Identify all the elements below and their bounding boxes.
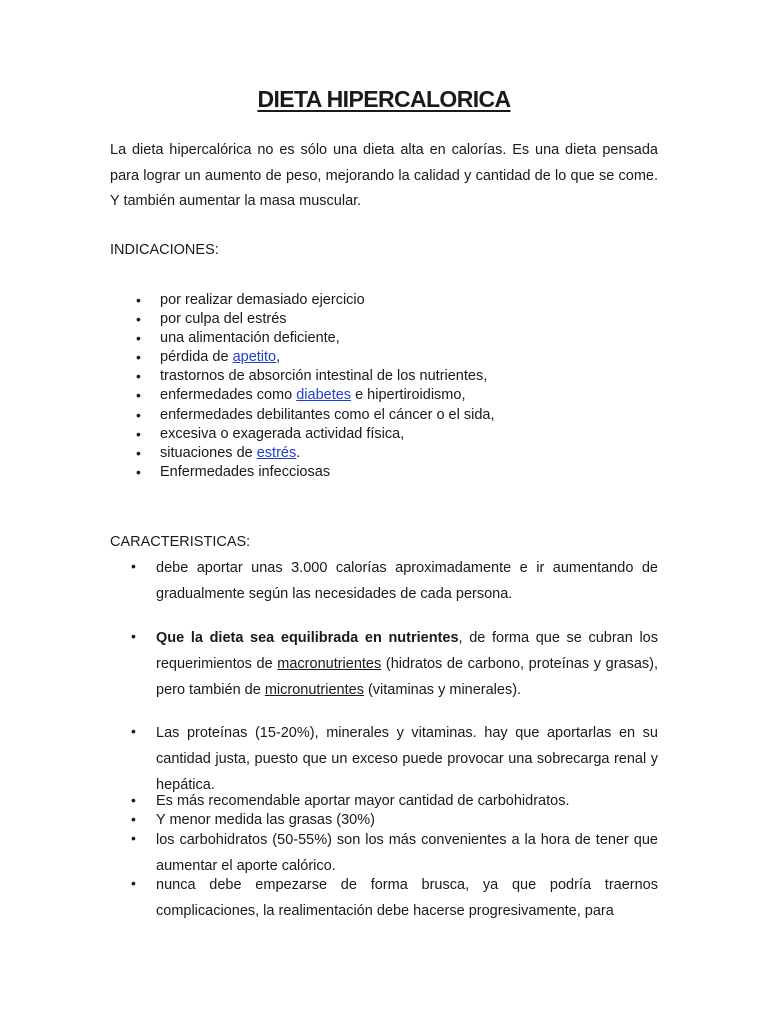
- list-item: • Enfermedades infecciosas: [110, 463, 658, 482]
- list-item: • excesiva o exagerada actividad física,: [110, 425, 658, 444]
- indicaciones-list: [110, 291, 658, 482]
- bullet-icon: •: [131, 830, 136, 846]
- bullet-icon: •: [131, 723, 136, 739]
- list-item: • enfermedades debilitantes como el cáncer o el sida,: [110, 406, 658, 425]
- bullet-icon: •: [131, 558, 136, 574]
- link-diabetes[interactable]: diabetes: [296, 387, 352, 404]
- intro-paragraph: La dieta hipercalórica no es sólo una dieta alta en calorías. Es una dieta pensada para lograr un aumento de peso, mejorando la calidad y cantidad de lo que se come. Y también aumentar la masa muscular.: [110, 142, 658, 209]
- bullet-icon: •: [131, 792, 136, 808]
- list-item: • una alimentación deficiente,: [110, 329, 658, 348]
- caracteristicas-item-2: Que la dieta sea equilibrada en nutrientes, de forma que se cubran los requerimientos de macronutrientes (hidratos de carbono, proteínas y grasas), pero también de micronutrientes (vitaminas y minerales).: [156, 630, 659, 698]
- list-item: • enfermedades como diabetes e hipertiroidismo,: [110, 386, 658, 405]
- list-item: • por culpa del estrés: [110, 310, 658, 329]
- micronutrientes-term: micronutrientes: [264, 682, 364, 698]
- caracteristicas-heading: CARACTERISTICAS:: [110, 534, 251, 550]
- caracteristicas-item-7: nunca debe empezarse de forma brusca, ya que podría traernos complicaciones, la realimentación debe hacerse progresivamente, para: [156, 877, 658, 919]
- bullet-icon: •: [131, 628, 136, 644]
- indicaciones-heading: INDICACIONES:: [110, 242, 219, 258]
- macronutrientes-term: macronutrientes: [277, 656, 382, 672]
- bullet-icon: •: [131, 811, 136, 827]
- list-item: • por realizar demasiado ejercicio: [110, 291, 658, 310]
- caracteristicas-item-1: debe aportar unas 3.000 calorías aproximadamente e ir aumentando de gradualmente según las necesidades de cada persona.: [156, 560, 658, 602]
- bullet-icon: •: [131, 875, 136, 891]
- list-item: • trastornos de absorción intestinal de los nutrientes,: [110, 367, 658, 386]
- list-item: • pérdida de apetito,: [110, 348, 658, 367]
- bold-phrase: Que la dieta sea equilibrada en nutrientes: [156, 630, 459, 646]
- caracteristicas-item-6: los carbohidratos (50-55%) son los más convenientes a la hora de tener que aumentar el aporte calórico.: [156, 832, 658, 874]
- link-estres[interactable]: estrés: [256, 444, 297, 461]
- page-title: DIETA HIPERCALORICA: [257, 86, 511, 112]
- link-apetito[interactable]: apetito: [232, 349, 277, 366]
- caracteristicas-item-4: Es más recomendable aportar mayor cantidad de carbohidratos.: [156, 793, 570, 809]
- caracteristicas-item-5: Y menor medida las grasas (30%): [156, 812, 375, 828]
- caracteristicas-item-3: Las proteínas (15-20%), minerales y vitaminas. hay que aportarlas en su cantidad justa, puesto que un exceso puede provocar una sobrecarga renal y hepática.: [156, 725, 658, 793]
- list-item: • situaciones de estrés.: [110, 444, 658, 463]
